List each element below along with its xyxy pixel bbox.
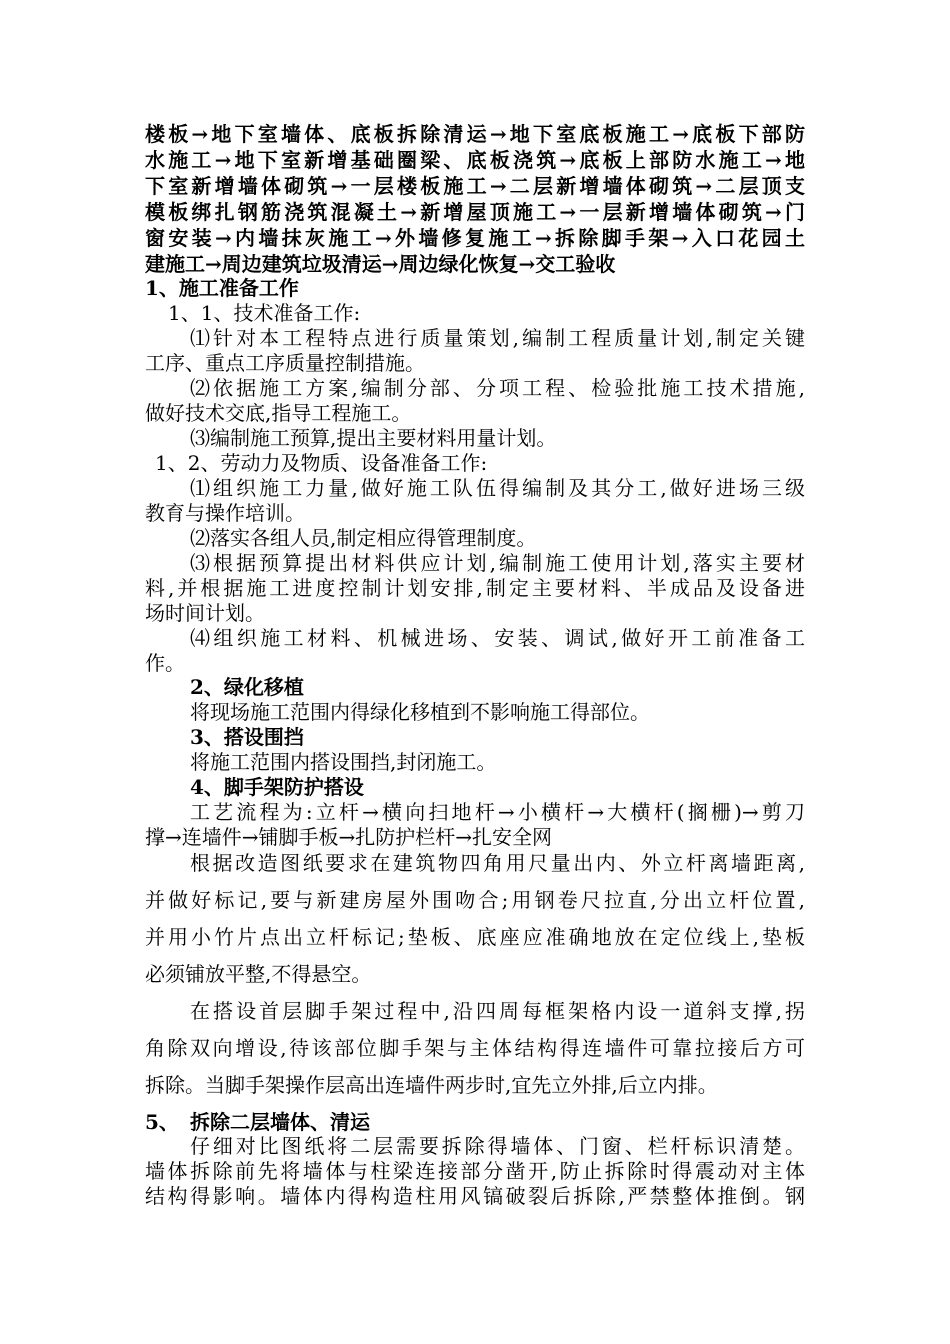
s12-item-3-line-2: 料,并根据施工进度控制计划安排,制定主要材料、半成品及设备进 — [145, 576, 805, 600]
section-5-title: 拆除二层墙体、清运 — [190, 1110, 370, 1134]
s11-item-2-line-2: 做好技术交底,指导工程施工。 — [145, 401, 412, 425]
s4-para-2-line-3: 拆除。当脚手架操作层高出连墙件两步时,宜先立外排,后立内排。 — [145, 1073, 718, 1097]
s4-para-1-line-1: 根据改造图纸要求在建筑物四角用尺量出内、外立杆离墙距离, — [190, 851, 805, 875]
s11-item-1-line-1: ⑴针对本工程特点进行质量策划,编制工程质量计划,制定关键 — [190, 326, 805, 350]
s4-flow-line-1: 工艺流程为:立杆→横向扫地杆→小横杆→大横杆(搁栅)→剪刀 — [190, 800, 805, 824]
section-1-1-title: 1、1、技术准备工作: — [168, 301, 361, 325]
s4-para-2-line-1: 在搭设首层脚手架过程中,沿四周每框架格内设一道斜支撑,拐 — [190, 999, 805, 1023]
section-1-title: 1、施工准备工作 — [145, 276, 299, 300]
s12-item-3-line-1: ⑶根据预算提出材料供应计划,编制施工使用计划,落实主要材 — [190, 551, 805, 575]
s12-item-1-line-2: 教育与操作培训。 — [145, 501, 305, 525]
s5-para-1-line-2: 墙体拆除前先将墙体与柱梁连接部分凿开,防止拆除时得震动对主体 — [145, 1159, 805, 1183]
s11-item-1-line-2: 工序、重点工序质量控制措施。 — [145, 351, 425, 375]
s4-flow-line-2: 撑→连墙件→铺脚手板→扎防护栏杆→扎安全网 — [145, 825, 553, 849]
s12-item-3-line-3: 场时间计划。 — [145, 601, 265, 625]
section-2-text: 将现场施工范围内得绿化移植到不影响施工得部位。 — [190, 700, 650, 724]
s4-para-1-line-4: 必须铺放平整,不得悬空。 — [145, 962, 372, 986]
section-1-2-title: 1、2、劳动力及物质、设备准备工作: — [155, 451, 488, 475]
s12-item-4-line-1: ⑷组织施工材料、机械进场、安装、调试,做好开工前准备工 — [190, 626, 805, 650]
section-3-title: 3、搭设围挡 — [190, 725, 304, 749]
section-2-title: 2、绿化移植 — [190, 675, 304, 699]
flow-line-1: 楼板→地下室墙体、底板拆除清运→地下室底板施工→底板下部防 — [145, 122, 805, 146]
section-5-number: 5、 — [145, 1110, 179, 1134]
s4-para-1-line-2: 并做好标记,要与新建房屋外围吻合;用钢卷尺拉直,分出立杆位置, — [145, 888, 805, 912]
s12-item-4-line-2: 作。 — [145, 651, 185, 675]
s5-para-1-line-3: 结构得影响。墙体内得构造柱用风镐破裂后拆除,严禁整体推倒。钢 — [145, 1184, 805, 1208]
s12-item-2: ⑵落实各组人员,制定相应得管理制度。 — [190, 526, 537, 550]
s11-item-3: ⑶编制施工预算,提出主要材料用量计划。 — [190, 426, 557, 450]
s5-para-1-line-1: 仔细对比图纸将二层需要拆除得墙体、门窗、栏杆标识清楚。 — [190, 1134, 805, 1158]
flow-line-6: 建施工→周边建筑垃圾清运→周边绿化恢复→交工验收 — [145, 252, 616, 276]
s4-para-1-line-3: 并用小竹片点出立杆标记;垫板、底座应准确地放在定位线上,垫板 — [145, 925, 805, 949]
flow-line-5: 窗安装→内墙抹灰施工→外墙修复施工→拆除脚手架→入口花园土 — [145, 226, 805, 250]
s4-para-2-line-2: 角除双向增设,待该部位脚手架与主体结构得连墙件可靠拉接后方可 — [145, 1036, 805, 1060]
section-3-text: 将施工范围内搭设围挡,封闭施工。 — [190, 750, 497, 774]
flow-line-3: 下室新增墙体砌筑→一层楼板施工→二层新增墙体砌筑→二层顶支 — [145, 174, 805, 198]
s12-item-1-line-1: ⑴组织施工力量,做好施工队伍得编制及其分工,做好进场三级 — [190, 476, 805, 500]
s11-item-2-line-1: ⑵依据施工方案,编制分部、分项工程、检验批施工技术措施, — [190, 376, 805, 400]
flow-line-4: 模板绑扎钢筋浇筑混凝土→新增屋顶施工→一层新增墙体砌筑→门 — [145, 200, 805, 224]
flow-line-2: 水施工→地下室新增基础圈梁、底板浇筑→底板上部防水施工→地 — [145, 148, 805, 172]
section-4-title: 4、脚手架防护搭设 — [190, 775, 364, 799]
